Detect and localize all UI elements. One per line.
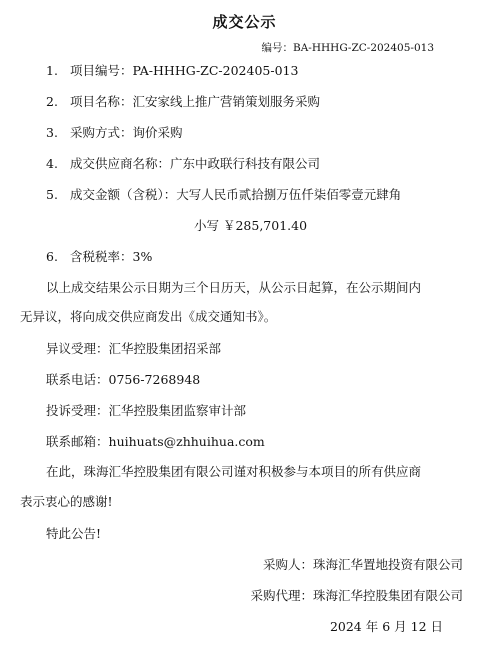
item-deal-amount [46,186,401,204]
item-value: 汇安家线上推广营销策划服务采购 [132,94,321,109]
objection-label: 异议受理： [46,341,109,356]
item-number: 3. [46,125,58,140]
item-number: 1. [46,63,58,78]
item-number: 5. [46,187,58,202]
phone-label: 联系电话： [46,372,109,387]
phone-contact [46,371,200,389]
item-number: 6. [46,249,58,264]
document-code-label: 编号： [261,42,293,54]
item-project-number [46,62,298,80]
purchaser-label: 采购人： [262,557,313,572]
agent-label: 采购代理： [250,588,313,603]
item-label: 项目名称： [70,94,133,109]
email-label: 联系邮箱： [46,434,109,449]
phone-value: 0756-7268948 [108,372,201,387]
objection-value: 汇华控股集团招采部 [108,341,222,356]
notice-line-2: 无异议，将向成交供应商发出《成交通知书》。 [20,309,277,324]
purchaser-signature [263,556,463,574]
document-code [262,40,435,56]
complaint-contact [46,402,246,420]
amount-small: 小写 ￥285,701.40 [194,218,308,233]
email-value: huihuats@zhhuihua.com [108,434,265,449]
item-tax-rate [46,248,152,266]
complaint-value: 汇华控股集团监察审计部 [108,403,247,418]
item-value: 广东中政联行科技有限公司 [170,156,321,171]
item-project-name [46,93,320,111]
item-label: 成交供应商名称： [70,156,171,171]
notice-line-1: 以上成交结果公示日期为三个日历天，从公示日起算，在公示期间内 [46,280,422,295]
item-procurement-method [46,124,183,142]
document-code-value: BA-HHHG-ZC-202405-013 [293,42,434,54]
item-label: 成交金额（含税）： [70,187,177,202]
closing-statement: 特此公告! [46,526,102,541]
item-supplier-name [46,155,320,173]
item-number: 2. [46,94,58,109]
agent-signature [250,587,463,605]
thanks-line-2: 表示衷心的感谢! [20,494,113,509]
item-label: 项目编号： [70,63,133,78]
item-number: 4. [46,156,58,171]
item-label: 采购方式： [70,125,133,140]
item-label: 含税税率： [70,249,133,264]
complaint-label: 投诉受理： [46,403,109,418]
agent-value: 珠海汇华控股集团有限公司 [312,588,463,603]
objection-contact [46,340,221,358]
thanks-line-1: 在此，珠海汇华控股集团有限公司谨对积极参与本项目的所有供应商 [46,464,422,479]
item-value: PA-HHHG-ZC-202405-013 [132,63,299,78]
document-title: 成交公示 [212,13,277,31]
item-value: 大写人民币贰拾捌万伍仟柒佰零壹元肆角 [176,187,402,202]
purchaser-value: 珠海汇华置地投资有限公司 [312,557,463,572]
item-value: 3% [132,249,153,264]
document-date: 2024 年 6 月 12 日 [329,619,443,634]
item-value: 询价采购 [132,125,183,140]
email-contact [46,433,265,451]
